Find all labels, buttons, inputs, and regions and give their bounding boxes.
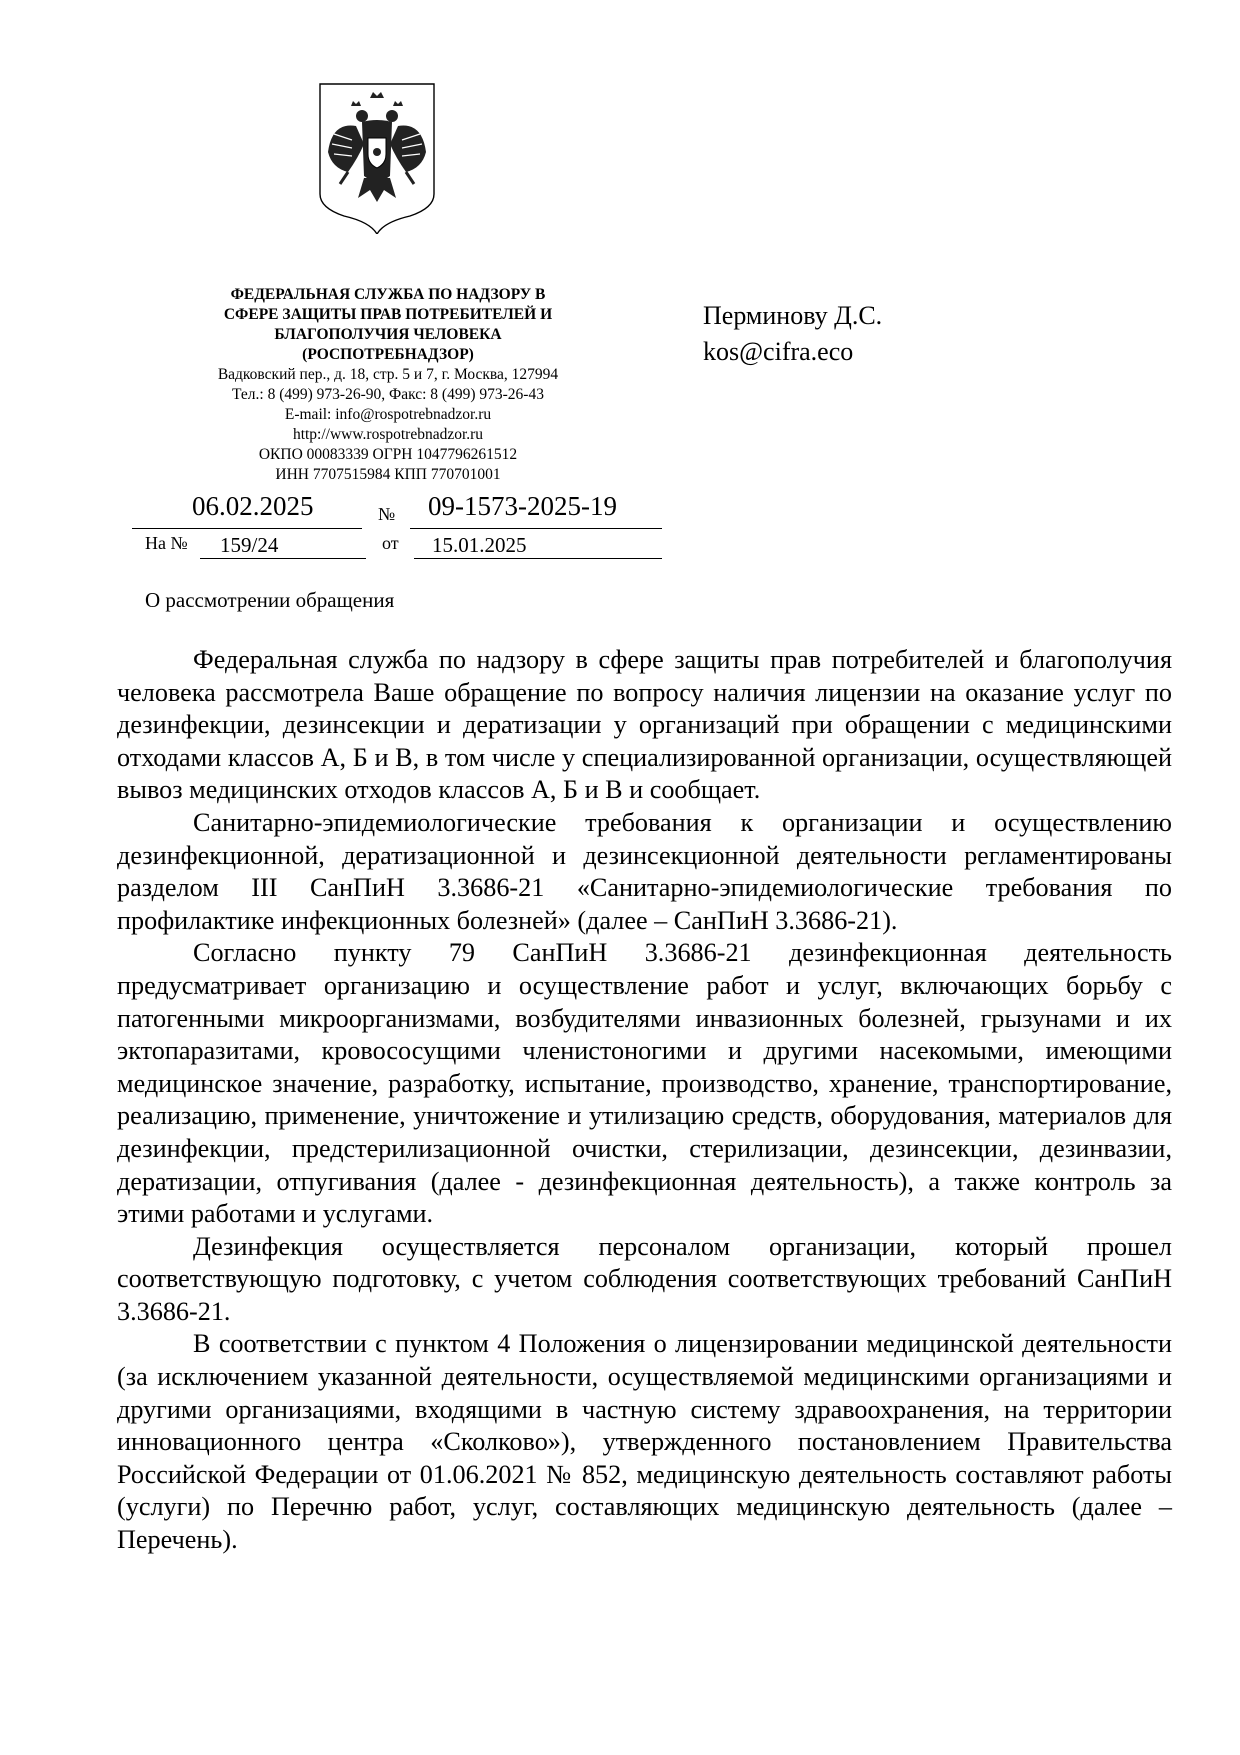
incoming-date-underline <box>414 558 662 559</box>
incoming-number: 159/24 <box>220 533 279 557</box>
outgoing-number: 09-1573-2025-19 <box>428 491 617 521</box>
outgoing-date-underline <box>132 528 362 529</box>
incoming-date: 15.01.2025 <box>432 533 527 557</box>
organization-inn-kpp: ИНН 7707515984 КПП 770701001 <box>275 466 501 483</box>
recipient-block <box>703 298 882 370</box>
sender-organization-block <box>118 285 658 485</box>
letter-subject: О рассмотрении обращения <box>145 588 395 612</box>
outgoing-number-underline <box>410 528 662 529</box>
body-paragraph: Согласно пункту 79 СанПиН 3.3686-21 дезинфекционная деятельность предусматривает организацию и осуществление работ и услуг, включающих борьбу с патогенными микроорганизмами, возбудителями инвазионных болезней, грызунами и их эктопаразитами, кровососущими членистоногими и другими насекомыми, имеющими медицинское значение, разработку, испытание, производство, хранение, транспортирование, реализацию, применение, уничтожение и утилизацию средств, оборудования, материалов для дезинфекции, предстерилизационной очистки, стерилизации, дезинсекции, дезинвазии, дератизации, отпугивания (далее - дезинфекционная деятельность), а также контроль за этими работами и услугами. <box>117 938 1172 1229</box>
body-paragraph: В соответствии с пунктом 4 Положения о лицензировании медицинской деятельности (за исключением указанной деятельности, осуществляемой медицинскими организациями и другими организациями, входящими в частную систему здравоохранения, на территории инновационного центра «Сколково»), утвержденного постановлением Правительства Российской Федерации от 01.06.2021 № 852, медицинскую деятельность составляют работы (услуги) по Перечню работ, услуг, составляющих медицинскую деятельность (далее – Перечень). <box>117 1329 1172 1555</box>
recipient-email: kos@cifra.eco <box>703 337 854 366</box>
organization-website: http://www.rospotrebnadzor.ru <box>292 426 484 443</box>
body-paragraph: Санитарно-эпидемиологические требования к организации и осуществлению дезинфекционной, дератизационной и дезинсекционной деятельности регламентированы разделом III СанПиН 3.3686-21 «Санитарно-эпидемиологические требования по профилактике инфекционных болезней» (далее – СанПиН 3.3686-21). <box>117 807 1172 935</box>
organization-name-line: ФЕДЕРАЛЬНАЯ СЛУЖБА ПО НАДЗОРУ В <box>230 286 546 303</box>
letter-body <box>117 644 1172 1557</box>
outgoing-date: 06.02.2025 <box>192 491 314 521</box>
organization-name-line: СФЕРЕ ЗАЩИТЫ ПРАВ ПОТРЕБИТЕЛЕЙ И <box>223 306 553 323</box>
body-paragraph: Дезинфекция осуществляется персоналом организации, который прошел соответствующую подготовку, с учетом соблюдения соответствующих требований СанПиН 3.3686-21. <box>117 1231 1172 1326</box>
incoming-number-label: На № <box>145 533 188 553</box>
number-sign-label: № <box>378 504 396 524</box>
organization-phone: Тел.: 8 (499) 973-26-90, Факс: 8 (499) 973-26-43 <box>232 386 544 403</box>
recipient-name: Перминову Д.С. <box>703 301 883 330</box>
incoming-number-underline <box>200 558 366 559</box>
organization-okpo-ogrn: ОКПО 00083339 ОГРН 1047796261512 <box>258 446 518 463</box>
organization-address: Вадковский пер., д. 18, стр. 5 и 7, г. Москва, 127994 <box>217 366 559 383</box>
organization-name-line: БЛАГОПОЛУЧИЯ ЧЕЛОВЕКА <box>274 326 502 343</box>
organization-email: E-mail: info@rospotrebnadzor.ru <box>284 406 492 423</box>
from-label: от <box>382 533 399 553</box>
body-paragraph: Федеральная служба по надзору в сфере защиты прав потребителей и благополучия человека рассмотрела Ваше обращение по вопросу наличия лицензии на оказание услуг по дезинфекции, дезинсекции и дератизации у организаций при обращении с медицинскими отходами классов А, Б и В, в том числе у специализированной организации, осуществляющей вывоз медицинских отходов классов А, Б и В и сообщает. <box>117 645 1172 805</box>
organization-name-line: (РОСПОТРЕБНАДЗОР) <box>302 346 474 363</box>
russian-coat-of-arms-icon <box>318 82 436 234</box>
